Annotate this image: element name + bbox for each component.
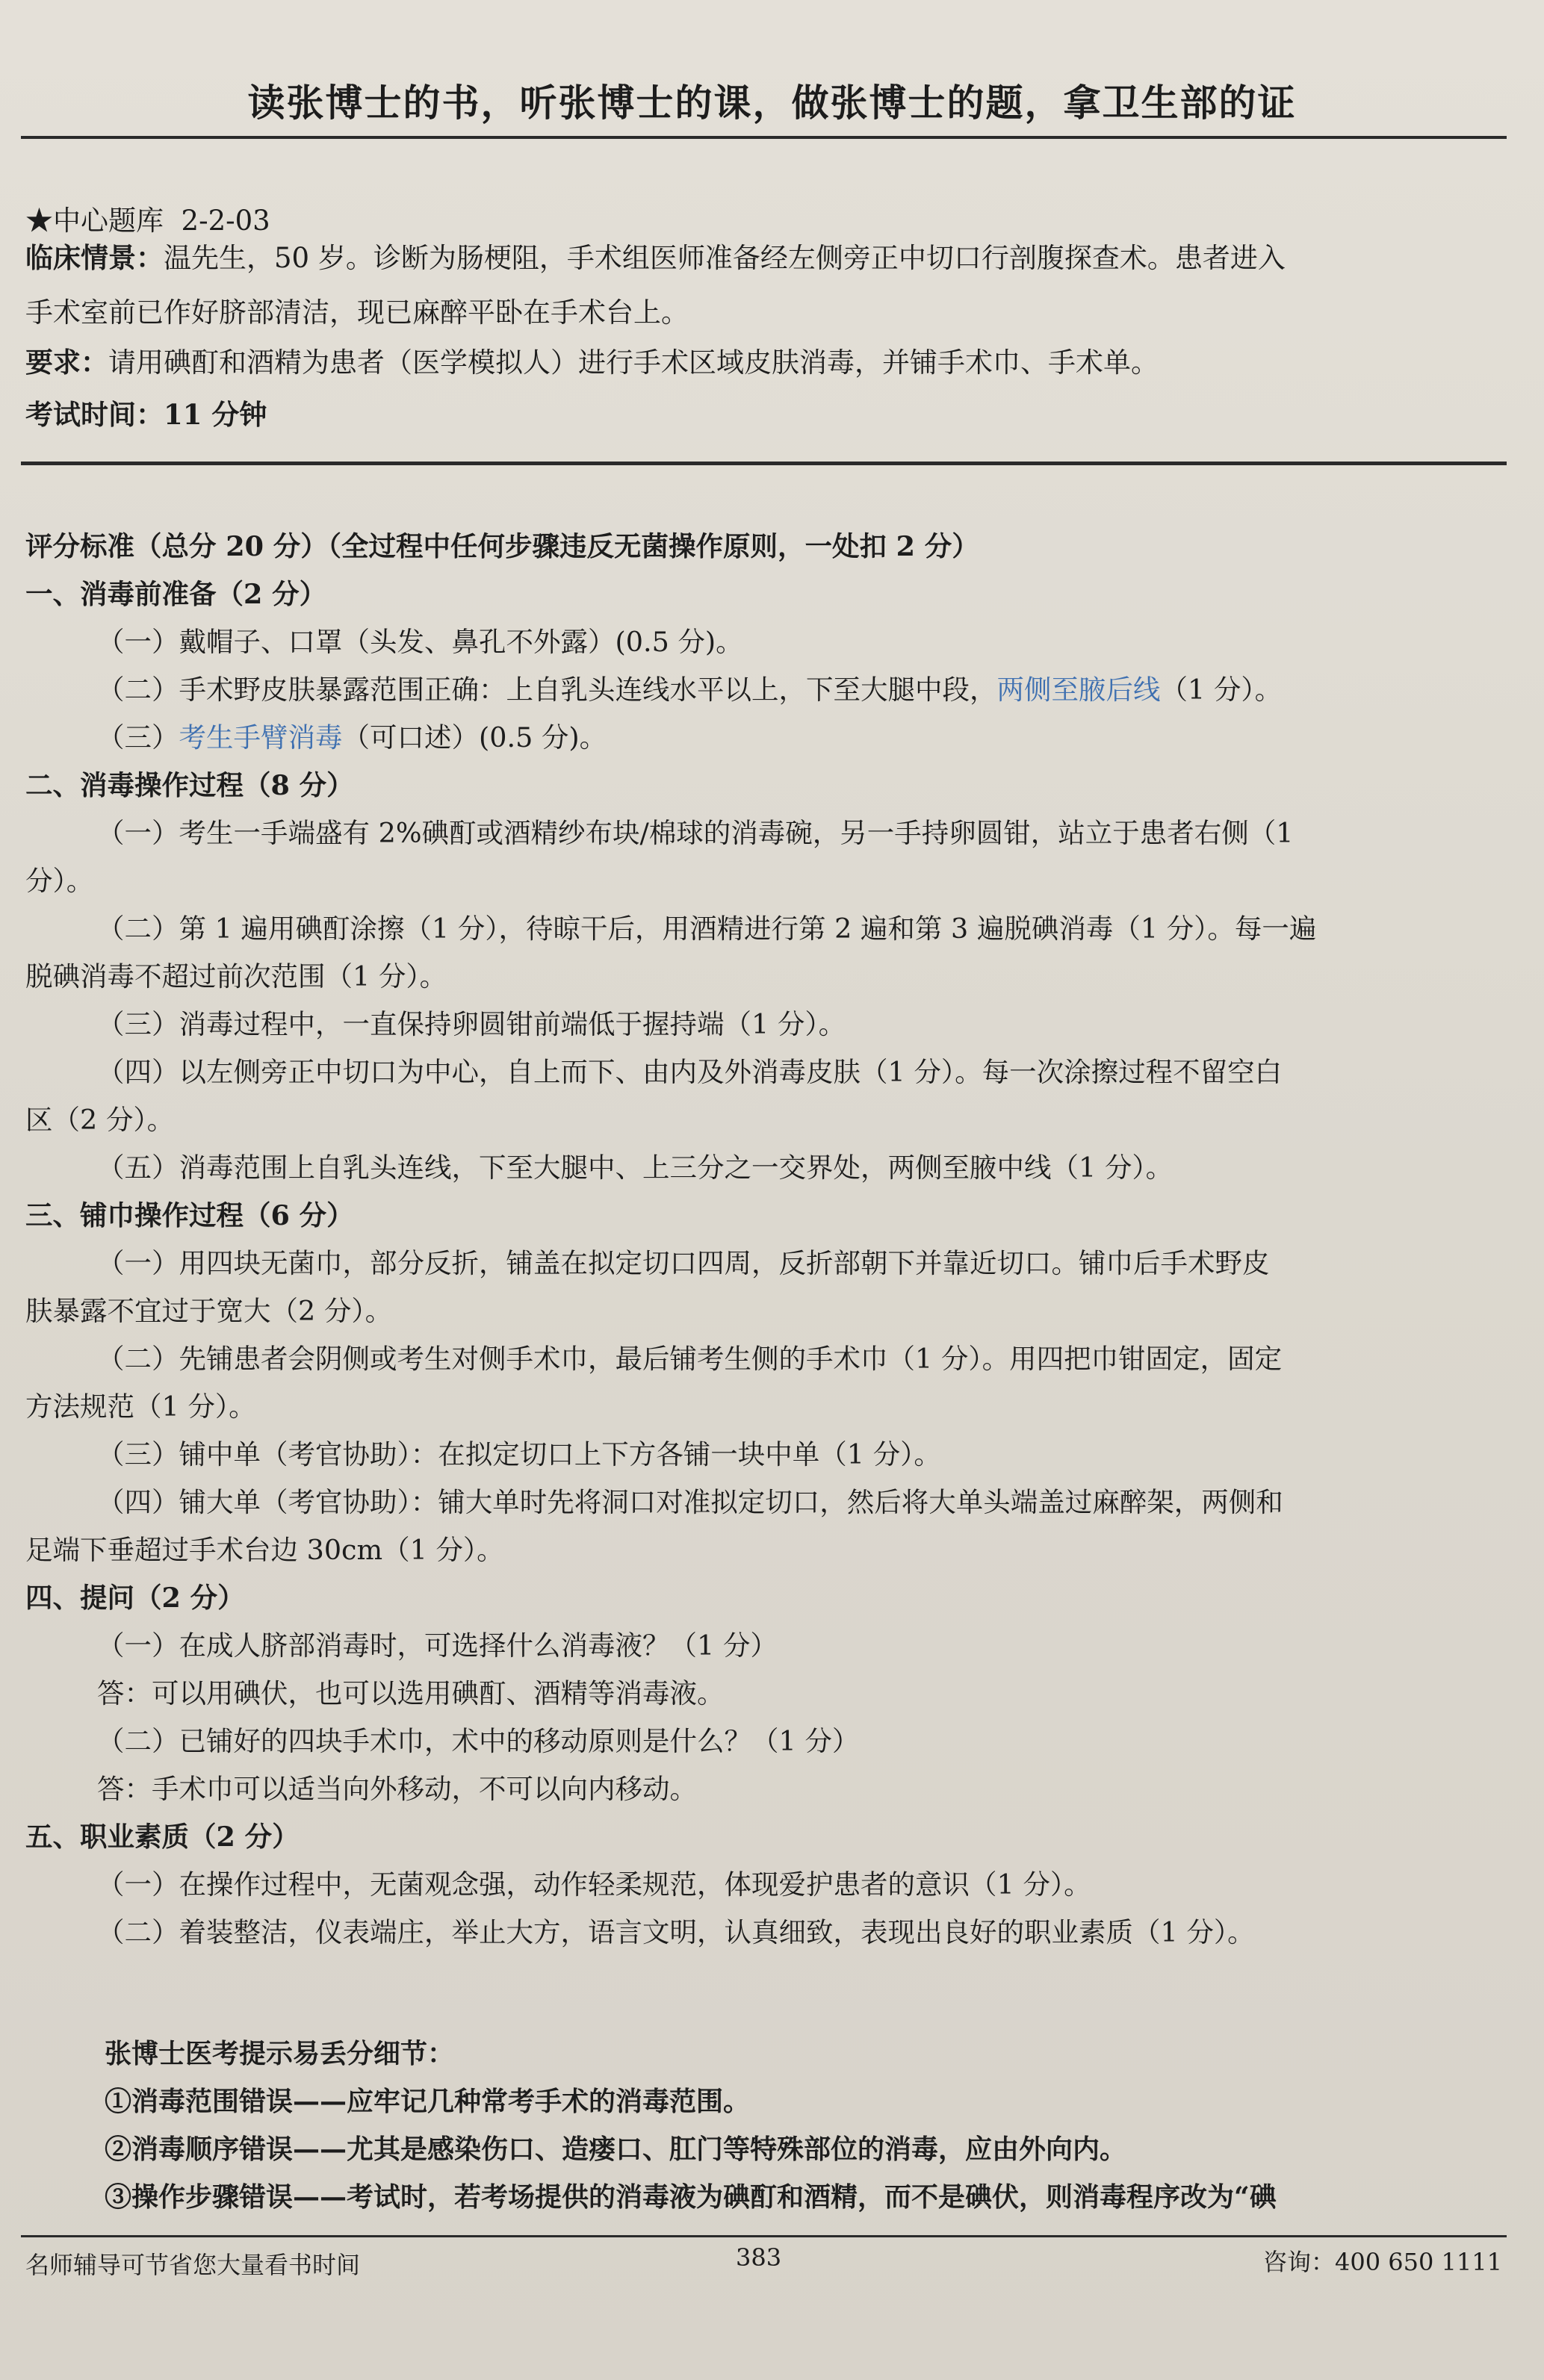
scenario-label: 临床情景： [25, 241, 164, 274]
tip-item: ③操作步骤错误——考试时，若考场提供的消毒液为碘酊和酒精，而不是碘伏，则消毒程序改为“碘 [105, 2181, 1277, 2213]
page-number: 383 [736, 2243, 782, 2272]
criterion-item: （二）第 1 遍用碘酊涂擦（1 分），待晾干后，用酒精进行第 2 遍和第 3 遍脱碘消毒（1 分）。每一遍 [97, 913, 1317, 945]
criterion-text: （1 分）。 [1160, 674, 1283, 706]
requirement-text: 请用碘酊和酒精为患者（医学模拟人）进行手术区域皮肤消毒，并铺手术巾、手术单。 [108, 347, 1159, 379]
page-header-title: 读张博士的书，听张博士的课，做张博士的题，拿卫生部的证 [247, 81, 1297, 125]
criterion-item: （二）先铺患者会阴侧或考生对侧手术巾，最后铺考生侧的手术巾（1 分）。用四把巾钳固定，固定 [97, 1343, 1283, 1375]
criterion-item: （二）着装整洁，仪表端庄，举止大方，语言文明，认真细致，表现出良好的职业素质（1 分）。 [97, 1916, 1255, 1948]
tip-item: ①消毒范围错误——应牢记几种常考手术的消毒范围。 [105, 2086, 751, 2117]
criterion-item: （四）铺大单（考官协助）：铺大单时先将洞口对准拟定切口，然后将大单头端盖过麻醉架，两侧和 [97, 1486, 1283, 1518]
scenario-line-2: 手术室前已作好脐部清洁，现已麻醉平卧在手术台上。 [25, 296, 689, 329]
scenario-text-1: 温先生，50 岁。诊断为肠梗阻，手术组医师准备经左侧旁正中切口行剖腹探查术。患者进入 [164, 242, 1286, 274]
criterion-item: （三）消毒过程中，一直保持卵圆钳前端低于握持端（1 分）。 [97, 1008, 846, 1040]
criterion-item: （一）用四块无菌巾，部分反折，铺盖在拟定切口四周，反折部朝下并靠近切口。铺巾后手术野皮 [97, 1247, 1270, 1279]
requirement-label: 要求： [25, 346, 108, 379]
highlighted-text: 考生手臂消毒 [179, 721, 343, 754]
section-heading: 二、消毒操作过程（8 分） [25, 769, 354, 801]
footer-contact: 咨询：400 650 1111 [1263, 2248, 1502, 2276]
criterion-item: （五）消毒范围上自乳头连线，下至大腿中、上三分之一交界处，两侧至腋中线（1 分）。 [97, 1152, 1173, 1184]
criterion-item [25, 714, 1508, 762]
section-heading: 四、提问（2 分） [25, 1582, 245, 1614]
exam-tips [105, 2030, 1509, 2221]
criterion-item: （三）铺中单（考官协助）：在拟定切口上下方各铺一块中单（1 分）。 [97, 1438, 941, 1470]
scoring-criteria [25, 523, 1508, 1957]
criterion-text: （二）手术野皮肤暴露范围正确：上自乳头连线水平以上，下至大腿中段， [97, 674, 997, 706]
criterion-item-cont: 肤暴露不宜过于宽大（2 分）。 [25, 1295, 393, 1327]
tip-item: ②消毒顺序错误——尤其是感染伤口、造瘘口、肛门等特殊部位的消毒，应由外向内。 [105, 2134, 1127, 2165]
footer-slogan: 名师辅导可节省您大量看书时间 [25, 2251, 361, 2279]
exam-time-value: 11 分钟 [164, 398, 267, 431]
criterion-item [25, 666, 1508, 714]
criterion-item-cont: 足端下垂超过手术台边 30cm（1 分）。 [25, 1534, 504, 1566]
footer-rule [21, 2235, 1507, 2237]
scenario-line-1 [25, 239, 1504, 277]
answer-item: 答：可以用碘伏，也可以选用碘酊、酒精等消毒液。 [97, 1677, 725, 1709]
tips-title: 张博士医考提示易丢分细节： [105, 2038, 455, 2069]
question-bank-line [25, 202, 1504, 240]
question-item: （一）在成人脐部消毒时，可选择什么消毒液？（1 分） [97, 1629, 778, 1662]
criterion-text: （三） [97, 721, 179, 754]
exam-time-label: 考试时间： [25, 398, 164, 431]
exam-time-line [25, 396, 1504, 434]
section-rule [21, 462, 1507, 465]
criterion-text: （可口述）(0.5 分)。 [342, 721, 607, 754]
requirement-line [25, 344, 1504, 382]
header-rule [21, 136, 1507, 139]
criterion-item: （一）戴帽子、口罩（头发、鼻孔不外露）(0.5 分)。 [97, 626, 743, 658]
scoring-title: 评分标准（总分 20 分）（全过程中任何步骤违反无菌操作原则，一处扣 2 分） [25, 530, 979, 562]
criterion-item: （四）以左侧旁正中切口为中心，自上而下、由内及外消毒皮肤（1 分）。每一次涂擦过程不留空白 [97, 1056, 1283, 1088]
question-item: （二）已铺好的四块手术巾，术中的移动原则是什么？（1 分） [97, 1725, 860, 1757]
answer-item: 答：手术巾可以适当向外移动，不可以向内移动。 [97, 1773, 697, 1805]
criterion-item-cont: 脱碘消毒不超过前次范围（1 分）。 [25, 960, 447, 992]
question-bank-code: 2-2-03 [181, 205, 270, 237]
criterion-item-cont: 方法规范（1 分）。 [25, 1391, 256, 1423]
criterion-item-cont: 区（2 分）。 [25, 1104, 175, 1136]
criterion-item-cont: 分）。 [25, 865, 94, 897]
criterion-item: （一）在操作过程中，无菌观念强，动作轻柔规范，体现爱护患者的意识（1 分）。 [97, 1868, 1091, 1901]
section-heading: 一、消毒前准备（2 分） [25, 578, 327, 610]
section-heading: 三、铺巾操作过程（6 分） [25, 1199, 354, 1231]
question-bank-label: ★中心题库 [25, 205, 164, 237]
criterion-item: （一）考生一手端盛有 2%碘酊或酒精纱布块/棉球的消毒碗，另一手持卵圆钳，站立于患者右侧（1 [97, 817, 1294, 849]
highlighted-text: 两侧至腋后线 [996, 674, 1161, 706]
section-heading: 五、职业素质（2 分） [25, 1821, 300, 1853]
